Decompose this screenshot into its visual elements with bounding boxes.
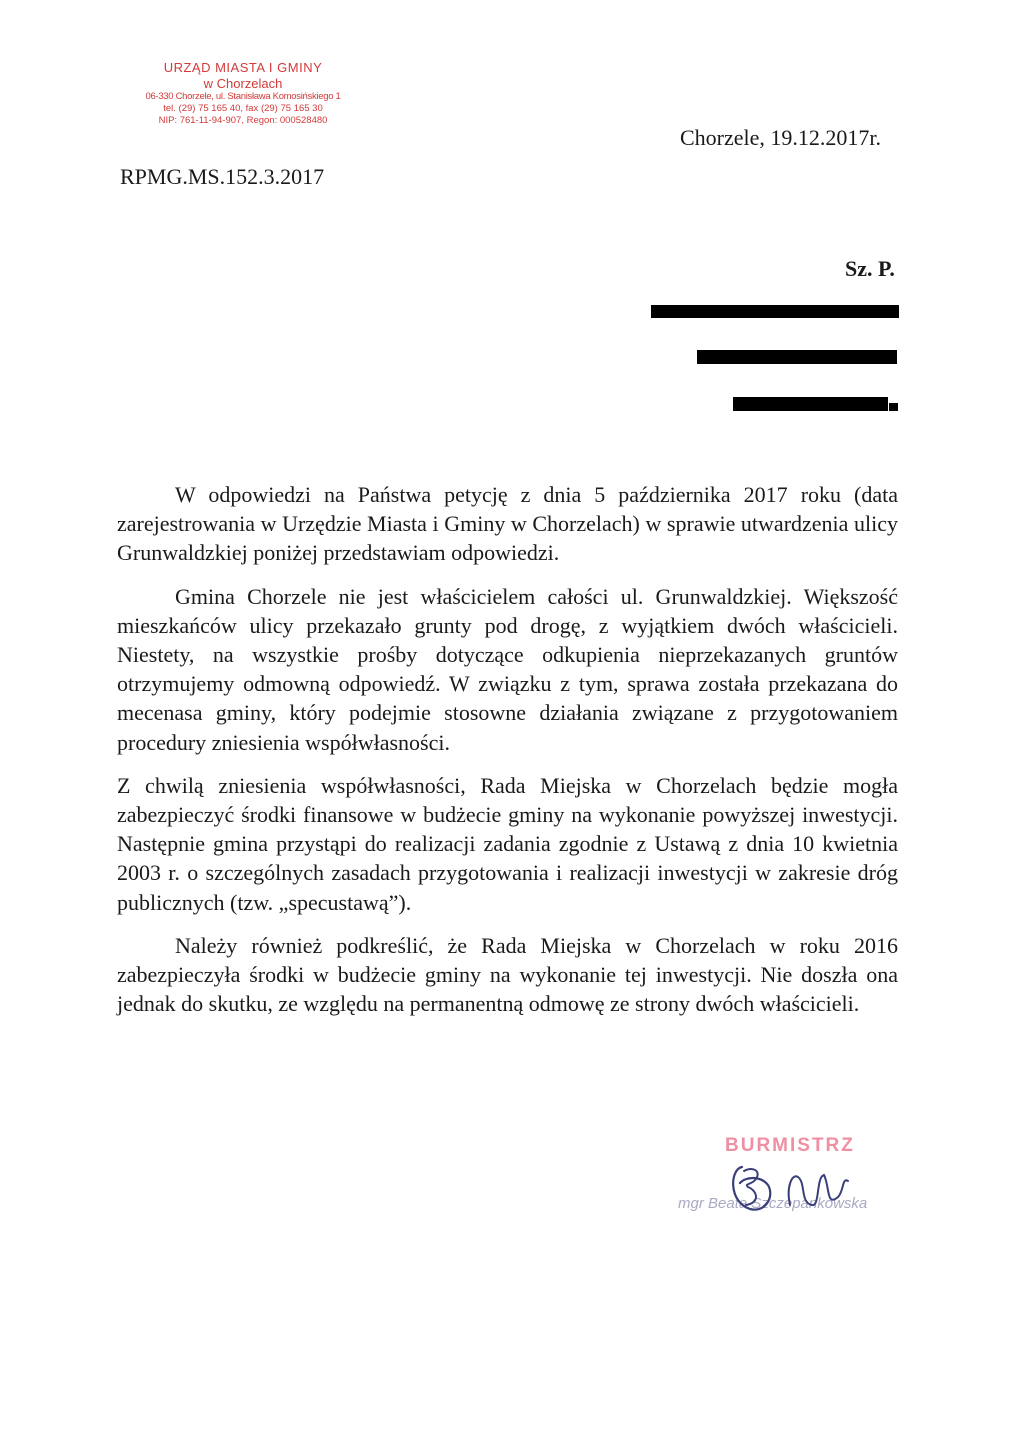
redacted-recipient-city-end <box>889 403 898 411</box>
handwritten-signature-icon <box>720 1147 880 1227</box>
paragraph-2: Gmina Chorzele nie jest właścicielem całości ul. Grunwaldzkiej. Większość mieszkańców ulicy przekazało grunty pod drogę, z wyjątkiem dwóch właścicieli. Niestety, na wszystkie prośby dotyczące odkupienia nieprzekazanych gruntów otrzymujemy odmowną odpowiedź. W związku z tym, sprawa została przekazana do mecenasa gminy, który podejmie stosowne działania związane z przygotowaniem procedury zniesienia współwłasności. <box>117 583 898 755</box>
paragraph-1: W odpowiedzi na Państwa petycję z dnia 5 października 2017 roku (data zarejestrowania w Urzędzie Miasta i Gminy w Chorzelach) w sprawie utwardzenia ulicy Grunwaldzkiej poniżej przedstawiam odpowiedzi. <box>117 482 898 566</box>
office-name: URZĄD MIASTA I GMINY <box>163 60 323 75</box>
signature-title: BURMISTRZ <box>725 1135 855 1156</box>
signature-stamp <box>670 1135 910 1225</box>
office-city: w Chorzelach <box>203 76 283 91</box>
redacted-recipient-street <box>697 350 897 364</box>
reference-number: RPMG.MS.152.3.2017 <box>120 164 325 189</box>
paragraph-3: Z chwilą zniesienia współwłasności, Rada Miejska w Chorzelach będzie mogła zabezpieczyć środki finansowe w budżecie gminy na wykonanie powyższej inwestycji. Następnie gmina przystąpi do realizacji zadania zgodnie z Ustawą z dnia 10 kwietnia 2003 r. o szczególnych zasadach przygotowania i realizacji inwestycji w zakresie dróg publicznych (tzw. „specustawą”). <box>117 772 898 915</box>
office-phone: tel. (29) 75 165 40, fax (29) 75 165 30 <box>163 103 323 114</box>
paragraph-4: Należy również podkreślić, że Rada Miejska w Chorzelach w roku 2016 zabezpieczyła środki w budżecie gminy na wykonanie tej inwestycji. Nie doszła ona jednak do skutku, ze względu na permanentną odmowę ze strony dwóch właścicieli. <box>117 932 898 1017</box>
place-date: Chorzele, 19.12.2017r. <box>680 125 882 150</box>
office-address: 06-330 Chorzele, ul. Stanisława Komosińskiego 1 <box>145 91 341 102</box>
office-ids: NIP: 761-11-94-907, Regon: 000528480 <box>158 115 328 126</box>
office-stamp <box>118 60 368 127</box>
salutation: Sz. P. <box>845 256 895 281</box>
signature-name: mgr Beata Szczepankowska <box>678 1195 868 1212</box>
redacted-recipient-city <box>733 397 888 411</box>
redacted-recipient-name <box>651 305 899 318</box>
letter-body <box>117 480 898 1032</box>
